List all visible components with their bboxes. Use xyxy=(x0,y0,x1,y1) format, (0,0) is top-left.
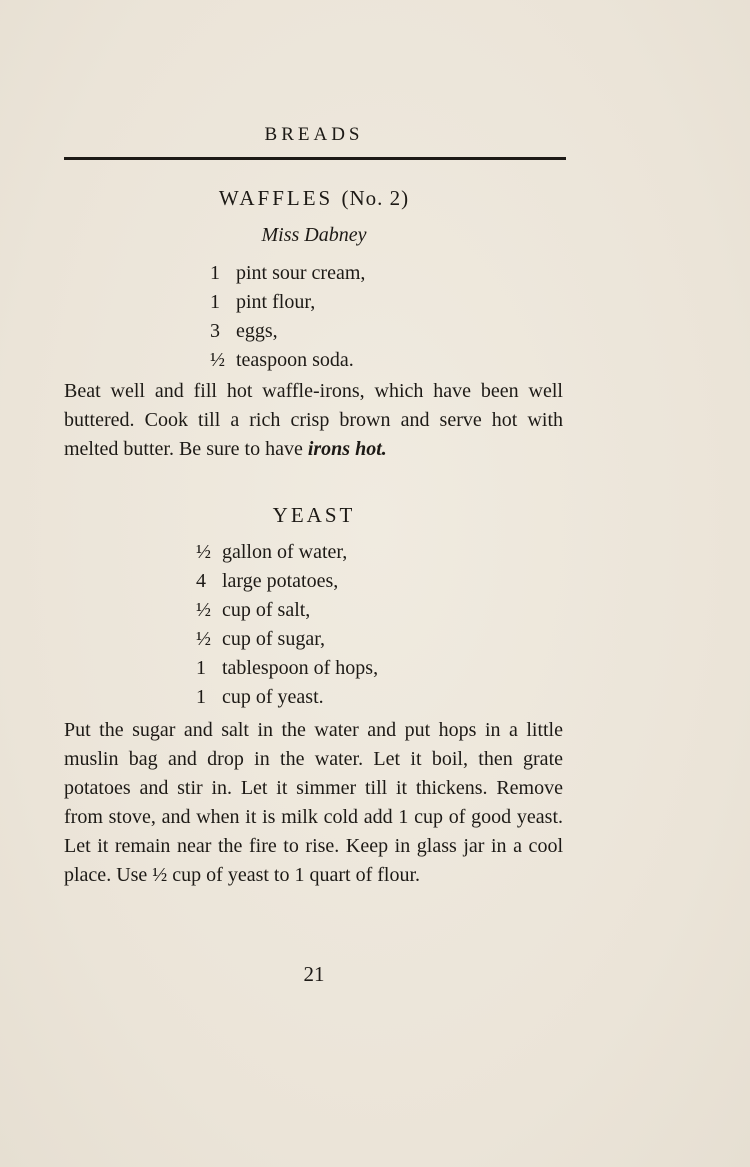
ingredient-text: pint sour cream, xyxy=(236,262,366,284)
ingredient-list-waffles xyxy=(210,259,365,375)
ingredient-list-yeast xyxy=(196,538,378,712)
ingredient-item xyxy=(196,625,378,654)
running-head: BREADS xyxy=(264,124,364,145)
ingredient-qty: 4 xyxy=(196,570,206,592)
ingredient-qty: ½ xyxy=(196,599,211,621)
ingredient-item xyxy=(196,538,378,567)
ingredient-text: cup of salt, xyxy=(222,599,311,621)
ingredient-item xyxy=(210,288,365,317)
directions-emphasis: irons hot. xyxy=(307,438,387,460)
ingredient-text: pint flour, xyxy=(236,291,316,313)
recipe-title-number: (No. 2) xyxy=(341,186,410,210)
ingredient-text: eggs, xyxy=(236,320,278,342)
ingredient-qty: ½ xyxy=(196,541,211,563)
ingredient-qty: 1 xyxy=(196,686,206,708)
header-rule xyxy=(64,157,566,160)
ingredient-item xyxy=(210,259,365,288)
ingredient-text: tablespoon of hops, xyxy=(222,657,379,679)
directions-yeast: Put the sugar and salt in the water and put hops in a little muslin bag and drop in the water. Let it boil, then grate potatoes and stir in. Let it simmer till it thickens. Remove from stove, and when it is milk cold add 1 cup of good yeast. Let it remain near the fire to rise. Keep in glass jar in a cool place. Use ½ cup of yeast to 1 quart of flour. xyxy=(64,719,563,886)
ingredient-qty: 1 xyxy=(210,262,220,284)
recipe-title-yeast xyxy=(0,503,628,528)
ingredient-qty: 1 xyxy=(196,657,206,679)
ingredient-text: large potatoes, xyxy=(222,570,339,592)
ingredient-item xyxy=(196,683,378,712)
recipe-byline: Miss Dabney xyxy=(261,224,367,246)
ingredient-text: gallon of water, xyxy=(222,541,348,563)
ingredient-qty: 3 xyxy=(210,320,220,342)
ingredient-text: cup of sugar, xyxy=(222,628,326,650)
ingredient-qty: ½ xyxy=(210,349,225,371)
ingredient-item xyxy=(210,346,365,375)
ingredient-text: cup of yeast. xyxy=(222,686,324,708)
recipe-title-waffles xyxy=(0,186,628,211)
ingredient-qty: 1 xyxy=(210,291,220,313)
ingredient-item xyxy=(196,567,378,596)
page-number: 21 xyxy=(303,962,325,986)
ingredient-qty: ½ xyxy=(196,628,211,650)
directions-text: Beat well and fill hot waffle-irons, which have been well buttered. Cook till a rich crisp brown and serve hot with melted butter. Be sure to have xyxy=(64,380,563,460)
recipe-title-text: WAFFLES xyxy=(218,186,334,210)
ingredient-item xyxy=(196,596,378,625)
recipe-title-text: YEAST xyxy=(272,503,356,527)
ingredient-item xyxy=(210,317,365,346)
ingredient-text: teaspoon soda. xyxy=(236,349,354,371)
directions-waffles xyxy=(64,377,563,464)
ingredient-item xyxy=(196,654,378,683)
